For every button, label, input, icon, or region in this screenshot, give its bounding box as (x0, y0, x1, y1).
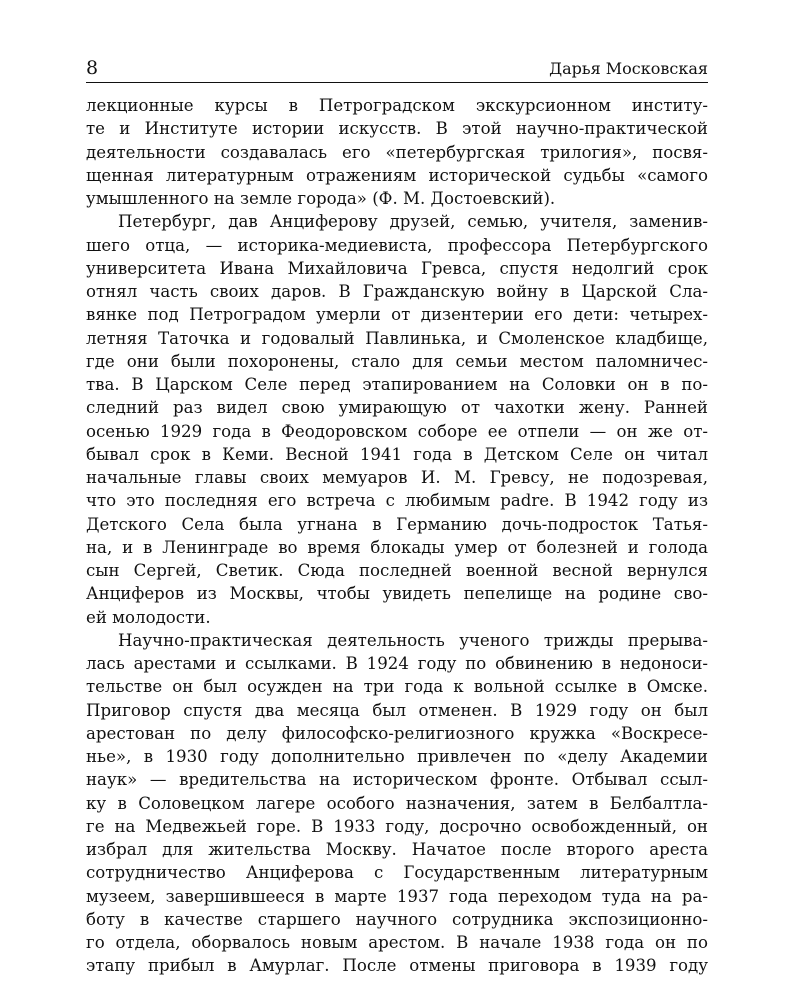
text-line: университета Ивана Михайловича Гревса, спустя недолгий срок (86, 258, 708, 278)
text-line: ей молодости. (86, 607, 211, 627)
text-line: ку в Соловецком лагере особого назначения, затем в Белбалтла- (86, 793, 708, 813)
text-line: шего отца, — историка-медиевиста, профессора Петербургского (86, 235, 708, 255)
text-line: летняя Таточка и годовалый Павлинька, и Смоленское кладбище, (86, 328, 708, 348)
text-line: на, и в Ленинграде во время блокады умер от болезней и голода (86, 537, 708, 557)
text-line: осенью 1929 года в Феодоровском соборе ее отпели — он же от- (86, 421, 708, 441)
text-line: нье», в 1930 году дополнительно привлечен по «делу Академии (86, 747, 708, 766)
text-line: тва. В Царском Селе перед этапированием на Соловки он в по- (86, 375, 708, 394)
text-line: арестован по делу философско-религиозного кружка «Воскресе- (86, 723, 708, 743)
text-line: лекционные курсы в Петроградском экскурсионном институ- (86, 96, 708, 115)
text-line: деятельности создавалась его «петербургская трилогия», посвя- (86, 142, 708, 162)
text-line: следний раз видел свою умирающую от чахотки жену. Ранней (86, 398, 708, 418)
text-line: сотрудничество Анциферова с Государственным литературным (86, 863, 708, 883)
text-line: где они были похоронены, стало для семьи местом паломничес- (86, 351, 708, 371)
text-line: бывал срок в Кеми. Весной 1941 года в Детском Селе он читал (86, 444, 708, 464)
text-line: избрал для жительства Москву. Начатое после второго ареста (86, 840, 708, 859)
text-line: ге на Медвежьей горе. В 1933 году, досрочно освобожденный, он (86, 816, 708, 836)
text-line: начальные главы своих мемуаров И. М. Гревсу, не подозревая, (86, 468, 708, 487)
page-header (86, 54, 708, 84)
text-line: тельстве он был осужден на три года к вольной ссылке в Омске. (86, 677, 708, 697)
text-line: те и Институте истории искусств. В этой научно-практической (86, 119, 708, 139)
text-line: Приговор спустя два месяца был отменен. В 1929 году он был (86, 700, 708, 720)
text-line: отнял часть своих даров. В Гражданскую войну в Царской Сла- (86, 282, 708, 301)
text-line: боту в качестве старшего научного сотрудника экспозиционно- (86, 909, 708, 929)
text-line: вянке под Петроградом умерли от дизентерии его дети: четырех- (86, 305, 708, 325)
text-line: Петербург, дав Анциферову друзей, семью, учителя, заменив- (118, 212, 708, 232)
text-line: Научно-практическая деятельность ученого трижды прерыва- (118, 630, 708, 650)
body-text (86, 94, 708, 978)
text-line: музеем, завершившееся в марте 1937 года переходом туда на ра- (86, 886, 708, 906)
text-line: этапу прибыл в Амурлаг. После отмены приговора в 1939 году (86, 956, 708, 976)
text-line: го отдела, оборвалось новым арестом. В начале 1938 года он по (86, 933, 708, 952)
text-line: что это последняя его встреча с любимым padre. В 1942 году из (86, 491, 708, 511)
page-number: 8 (86, 57, 99, 79)
header-rule (86, 82, 708, 83)
text-line: умышленного на земле города» (Ф. М. Достоевский). (86, 189, 556, 208)
text-line: лась арестами и ссылками. В 1924 году по обвинению в недоноси- (86, 654, 708, 673)
text-line: сын Сергей, Светик. Сюда последней военной весной вернулся (86, 561, 708, 580)
text-line: Детского Села была угнана в Германию дочь-подросток Татья- (86, 514, 708, 534)
text-line: Анциферов из Москвы, чтобы увидеть пепелище на родине сво- (86, 584, 708, 604)
running-head-author: Дарья Московская (549, 59, 708, 78)
text-line: наук» — вредительства на историческом фронте. Отбывал ссыл- (86, 770, 708, 790)
text-line: щенная литературным отражениям исторической судьбы «самого (86, 165, 708, 185)
